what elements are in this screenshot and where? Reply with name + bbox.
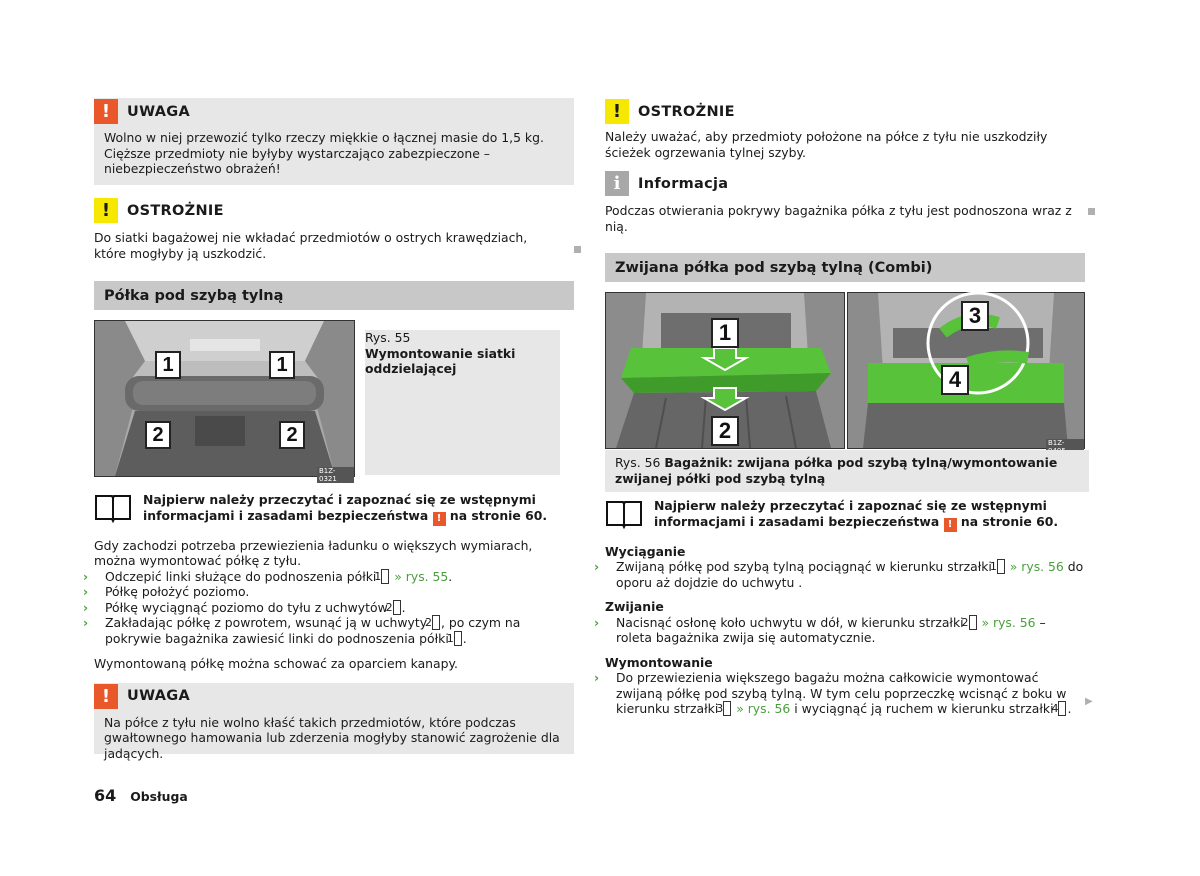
caution-text: Należy uważać, aby przedmioty położone na półce z tyłu nie uszkodziły ścieżek ogrzewania tylnej szyby. xyxy=(605,129,1048,160)
list-item xyxy=(594,670,1086,717)
key-callout: 3 xyxy=(723,701,731,716)
callout-2-left: 2 xyxy=(145,421,171,449)
key-callout: 1 xyxy=(381,569,389,584)
step-end: . xyxy=(448,568,453,584)
list-item xyxy=(83,568,574,585)
footer-section: Obsługa xyxy=(130,789,188,804)
callout-4: 4 xyxy=(941,365,969,395)
section-title-roller-shelf: Zwijana półka pod szybą tylną (Combi) xyxy=(605,253,1085,282)
page-number: 64 xyxy=(94,786,117,805)
figure-link[interactable]: » rys. 55 xyxy=(394,568,449,584)
read-first-text-a: Najpierw należy przeczytać i zapoznać się ze wstępnymi informacjami i zasadami bezpieczeństwa xyxy=(654,498,1047,529)
chevron-right-icon: › xyxy=(83,599,89,615)
caution-text: Do siatki bagażowej nie wkładać przedmiotów o ostrych krawędziach, które mogłyby ją uszkodzić. xyxy=(94,230,528,261)
key-callout: 2 xyxy=(432,615,440,630)
mini-warning-icon: ! xyxy=(944,518,957,532)
warning-icon: ! xyxy=(94,99,118,124)
chevron-right-icon: › xyxy=(594,614,600,630)
step-text: Półkę położyć poziomo. xyxy=(105,584,250,599)
page-footer xyxy=(94,786,188,805)
subhead-removal: Wymontowanie xyxy=(605,654,713,670)
figure-caption: Wymontowanie siatki oddzielającej xyxy=(365,345,516,376)
right-column xyxy=(594,98,1093,717)
subhead-rolling: Zwijanie xyxy=(605,599,664,614)
section-title-shelf: Półka pod szybą tylną xyxy=(94,281,574,310)
caution-icon: ! xyxy=(605,99,629,124)
figure-code: B1Z- xyxy=(1046,439,1084,455)
callout-2: 2 xyxy=(711,416,739,446)
mini-warning-icon: ! xyxy=(433,512,446,526)
figure-caption: Bagażnik: zwijana półka pod szybą tylną/wymontowanie zwijanej półki pod szybą tylną xyxy=(615,455,1058,486)
figure-55 xyxy=(94,320,574,490)
key-callout: 1 xyxy=(454,631,462,646)
read-first-note xyxy=(605,498,1085,532)
subhead-pulling-out: Wyciąganie xyxy=(605,543,686,559)
caution-icon: ! xyxy=(94,198,118,223)
callout-1-right: 1 xyxy=(269,351,295,379)
caution-box-header xyxy=(94,197,574,224)
step-text: Zwijaną półkę pod szybą tylną pociągnąć w kierunku strzałki xyxy=(616,559,992,574)
warning-box xyxy=(94,683,574,761)
section-end-marker xyxy=(1088,208,1095,215)
figure-56 xyxy=(605,292,1085,492)
step-text-b: , po czym na pokrywie bagażnika zawiesić linki do podnoszenia półki xyxy=(105,615,521,646)
step-end: . xyxy=(401,599,406,615)
warning-title: UWAGA xyxy=(127,103,190,120)
step-text: Zakładając półkę z powrotem, wsunąć ją w uchwyty xyxy=(105,615,428,630)
steps-list xyxy=(83,568,574,647)
figure-caption-line xyxy=(615,455,1083,486)
info-text: Podczas otwierania pokrywy bagażnika półka z tyłu jest podnoszona wraz z nią. xyxy=(605,203,1072,234)
figure-56-caption-box xyxy=(605,450,1089,492)
info-box-header xyxy=(605,170,1085,197)
list-item xyxy=(83,599,574,616)
warning-text: Wolno w niej przewozić tylko rzeczy miękkie o łącznej masie do 1,5 kg. Cięższe przedmioty nie byłyby wystarczająco zabezpieczone – niebezpieczeństwo obrażeń! xyxy=(104,130,544,176)
list-item xyxy=(594,559,1085,590)
step-text: Odczepić linki służące do podnoszenia półki xyxy=(105,568,377,584)
chevron-right-icon: › xyxy=(83,568,89,584)
caution-title: OSTROŻNIE xyxy=(127,202,224,219)
list-item xyxy=(83,584,574,600)
step-text: Półkę wyciągnąć poziomo do tyłu z uchwytów xyxy=(105,599,388,615)
chevron-right-icon: › xyxy=(594,559,600,574)
step-text: Nacisnąć osłonę koło uchwytu w dół, w kierunku strzałki xyxy=(616,614,964,630)
figure-code: B1Z-0321 xyxy=(317,467,354,483)
callout-1: 1 xyxy=(711,318,739,348)
read-first-text xyxy=(143,492,574,526)
callout-1-left: 1 xyxy=(155,351,181,379)
continue-arrow-icon: ▶ xyxy=(1085,696,1093,707)
warning-icon: ! xyxy=(94,684,118,709)
warning-text: Na półce z tyłu nie wolno kłaść takich przedmiotów, które podczas gwałtownego hamowania lub zderzenia mogłyby stanowić zagrożenie dla jadących. xyxy=(104,714,560,761)
book-icon xyxy=(94,492,132,522)
warning-box-header xyxy=(94,683,574,710)
step-text: Do przewiezienia większego bagażu można całkowicie wymontować zwijaną półkę pod szybą tylną. W tym celu poprzeczkę wcisnąć z boku w kierunku strzałki xyxy=(616,670,1067,716)
figure-label: Rys. 56 xyxy=(615,455,661,470)
callout-2-right: 2 xyxy=(279,421,305,449)
warning-box xyxy=(94,98,574,185)
step-text-b: i wyciągnąć ją ruchem w kierunku strzałki xyxy=(794,701,1054,716)
caution-title: OSTROŻNIE xyxy=(638,103,735,120)
left-column xyxy=(83,98,574,761)
read-first-text-b: na stronie 60. xyxy=(449,507,548,523)
chevron-right-icon: › xyxy=(83,584,89,599)
outro-text: Wymontowaną półkę można schować za oparciem kanapy. xyxy=(94,656,458,671)
read-first-text-b: na stronie 60. xyxy=(960,513,1059,529)
figure-link[interactable]: » rys. 56 xyxy=(736,701,791,716)
figure-link[interactable]: » rys. 56 xyxy=(981,614,1036,630)
key-callout: 2 xyxy=(393,600,401,615)
step-end: – roleta bagażnika zwija się automatycznie. xyxy=(616,614,1046,645)
key-callout: 2 xyxy=(969,615,977,630)
info-box xyxy=(605,170,1085,234)
key-callout: 4 xyxy=(1058,701,1066,716)
callout-3: 3 xyxy=(961,301,989,331)
figure-55-image xyxy=(94,320,355,483)
book-icon xyxy=(605,498,643,528)
chevron-right-icon: › xyxy=(83,615,89,630)
step-end: . xyxy=(462,630,467,646)
step-end: do oporu aż dojdzie do uchwytu . xyxy=(616,559,1084,590)
warning-box-header xyxy=(94,98,574,125)
figure-link[interactable]: » rys. 56 xyxy=(1009,559,1064,574)
intro-text: Gdy zachodzi potrzeba przewiezienia ładunku o większych wymiarach, można wymontować półkę z tyłu. xyxy=(94,537,533,568)
figure-label: Rys. 55 xyxy=(365,330,411,345)
list-item xyxy=(594,614,1085,646)
section-end-marker xyxy=(574,246,581,253)
figure-55-caption-box xyxy=(365,330,560,475)
info-icon: i xyxy=(605,171,629,196)
chevron-right-icon: › xyxy=(594,670,600,685)
read-first-text-a: Najpierw należy przeczytać i zapoznać się ze wstępnymi informacjami i zasadami bezpieczeństwa xyxy=(143,492,536,523)
caution-box-header xyxy=(605,98,1085,125)
figure-56-image-right xyxy=(847,292,1085,449)
figure-56-image-left xyxy=(605,292,845,449)
info-title: Informacja xyxy=(638,175,729,192)
caution-box xyxy=(94,197,574,261)
read-first-note xyxy=(94,492,574,526)
trunk-illustration xyxy=(95,321,354,476)
warning-title: UWAGA xyxy=(127,688,190,704)
list-item xyxy=(83,615,574,646)
step-end: . xyxy=(1067,701,1072,716)
read-first-text xyxy=(654,498,1085,532)
key-callout: 1 xyxy=(997,559,1005,574)
caution-box xyxy=(605,98,1085,160)
